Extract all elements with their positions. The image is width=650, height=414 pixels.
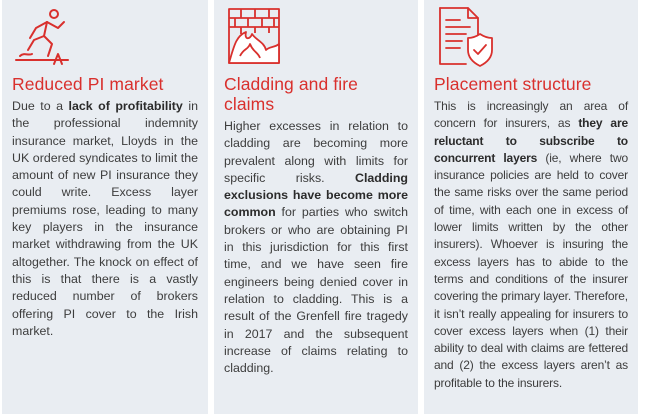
column-placement-structure (424, 0, 638, 414)
text-run: This is increasingly an area of concern for insurers, as (434, 99, 628, 131)
column-body (434, 98, 628, 392)
bold-text-run: lack of profitability (68, 99, 183, 113)
column-title: Placement structure (434, 74, 592, 94)
text-run: for parties who switch brokers or who are obtaining PI in this jurisdiction for this first time, and we have seen fire engineers being denied cover in relation to cladding. This is a result of the Grenfell fire tragedy in 2017 and the subsequent increase of claims relating to cladding. (224, 205, 408, 376)
column-reduced-pi-market (2, 0, 208, 414)
text-run: Due to a (12, 99, 69, 113)
column-cladding-fire-claims (214, 0, 418, 414)
column-title: Reduced PI market (12, 74, 164, 94)
column-body (12, 98, 198, 340)
wet-floor-slip-icon (14, 6, 198, 68)
document-shield-icon (436, 6, 628, 68)
brick-wall-fire-icon (226, 6, 408, 68)
bold-text-run: they are reluctant to subscribe to concurrent layers (434, 116, 628, 165)
bold-text-run: Cladding exclusions have become more common (224, 170, 408, 220)
column-title: Cladding and fire claims (224, 74, 359, 114)
text-run: Higher excesses in relation to cladding are becoming more prevalent along with limits for specific risks. (224, 119, 408, 185)
column-body (224, 118, 408, 377)
text-run: in the professional indemnity insurance market, Lloyds in the UK ordered syndicates to limit the amount of new PI insurance they could write. Excess layer premiums rose, leading to many key players in the insurance market withdrawing from the UK altogether. The knock on effect of this is that there is a vastly reduced number of brokers offering PI cover to the Irish market. (12, 99, 198, 338)
text-run: (ie, where two insurance policies are held to cover the same risks over the same period of time, with each one in excess of lower limits written by the other insurers). Whoever is insuring the excess layers has to abide to the terms and conditions of the insurer covering the primary layer. Therefore, it isn’t really appealing for insurers to cover excess layers when (1) their ability to deal with claims are fettered and (2) the excess layers aren’t as profitable to the insurers. (434, 150, 629, 390)
